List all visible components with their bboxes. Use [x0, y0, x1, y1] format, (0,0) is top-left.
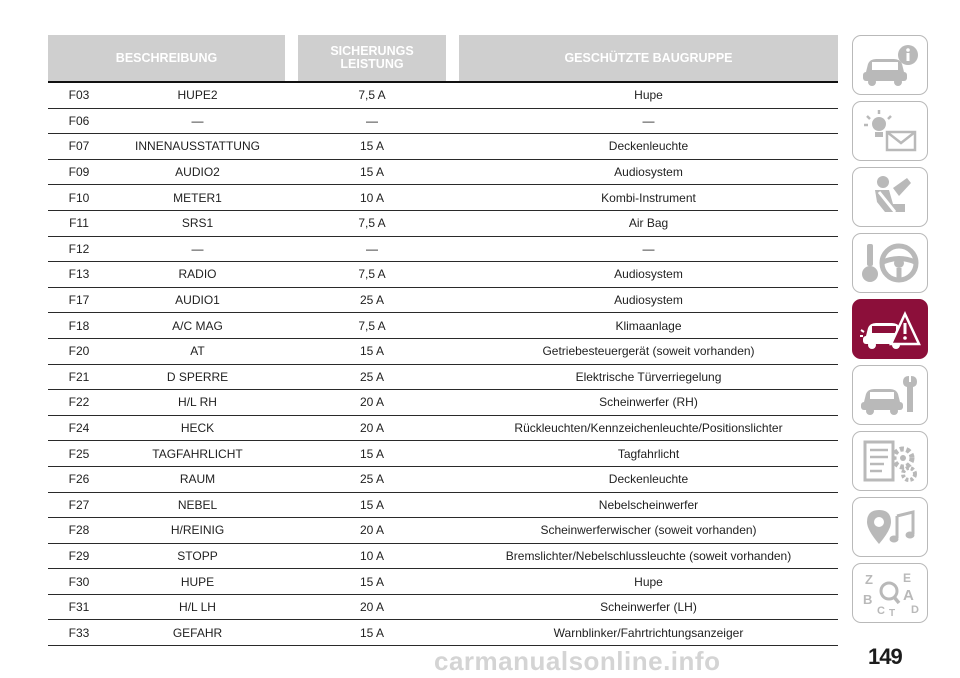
fuse-amperage-cell: 7,5 A — [358, 318, 386, 333]
fuse-name-cell: METER1 — [173, 190, 222, 205]
cell-gap — [285, 365, 298, 390]
fuse-name-cell: NEBEL — [177, 497, 218, 512]
cell-gap — [285, 518, 298, 543]
fuse-code-cell: F29 — [68, 548, 90, 563]
table-row — [48, 493, 838, 519]
fuse-amperage-cell: — — [366, 241, 378, 256]
fuse-name-cell: H/L RH — [178, 395, 217, 410]
table-row — [48, 544, 838, 570]
tab-multimedia[interactable] — [852, 497, 928, 557]
protected-component-cell: Bremslichter/Nebelschlussleuchte (soweit vorhanden) — [505, 548, 792, 563]
fuse-code-cell: F06 — [68, 113, 90, 128]
cell-gap — [285, 262, 298, 287]
watermark: carmanualsonline.info — [434, 646, 721, 676]
protected-component-cell: Audiosystem — [614, 267, 683, 282]
index-letter-z: Z — [865, 572, 873, 587]
fuse-code-cell: F12 — [68, 241, 90, 256]
table-header — [48, 35, 838, 83]
cell-gap — [446, 544, 459, 569]
table-row — [48, 83, 838, 109]
fuse-amperage-cell: 25 A — [359, 472, 385, 487]
protected-component-cell: Scheinwerferwischer (soweit vorhanden) — [540, 523, 757, 538]
cell-gap — [446, 313, 459, 338]
fuse-code-cell: F18 — [68, 318, 90, 333]
fuse-amperage-cell: 7,5 A — [358, 216, 386, 231]
cell-gap — [446, 288, 459, 313]
fuse-name-cell: GEFAHR — [172, 625, 223, 640]
table-row — [48, 134, 838, 160]
protected-component-cell: Scheinwerfer (LH) — [600, 600, 697, 615]
cell-gap — [285, 441, 298, 466]
multimedia-icon — [859, 504, 921, 550]
protected-component-cell: Deckenleuchte — [608, 472, 689, 487]
fuse-code-cell: F20 — [68, 344, 90, 359]
tab-emergency[interactable] — [852, 299, 928, 359]
fuse-amperage-cell: 25 A — [359, 293, 385, 308]
fuse-name-cell: HUPE2 — [177, 88, 218, 103]
fuse-name-cell: SRS1 — [181, 216, 214, 231]
table-row — [48, 595, 838, 621]
cell-gap — [446, 595, 459, 620]
fuse-name-cell: STOPP — [177, 548, 218, 563]
fuse-amperage-cell: 20 A — [359, 421, 385, 436]
index-letter-t: T — [889, 608, 896, 616]
cell-gap — [446, 493, 459, 518]
car-emergency-icon — [859, 306, 921, 352]
fuse-code-cell: F10 — [68, 190, 90, 205]
seat-safety-icon — [859, 174, 921, 220]
protected-component-cell: Hupe — [634, 574, 663, 589]
cell-gap — [446, 339, 459, 364]
fuse-amperage-cell: 7,5 A — [358, 88, 386, 103]
fuse-amperage-cell: 10 A — [359, 548, 385, 563]
tab-maintenance[interactable] — [852, 365, 928, 425]
cell-gap — [446, 83, 459, 108]
protected-component-cell: Rückleuchten/Kennzeichenleuchte/Positionslichter — [514, 421, 783, 436]
cell-gap — [285, 339, 298, 364]
table-body — [48, 83, 838, 646]
protected-component-cell: Tagfahrlicht — [617, 446, 680, 461]
cell-gap — [446, 160, 459, 185]
cell-gap — [285, 160, 298, 185]
table-row — [48, 288, 838, 314]
cell-gap — [285, 416, 298, 441]
table-row — [48, 237, 838, 263]
fuse-name-cell: HUPE — [180, 574, 215, 589]
protected-component-cell: Elektrische Türverriegelung — [575, 369, 722, 384]
fuse-code-cell: F30 — [68, 574, 90, 589]
cell-gap — [285, 595, 298, 620]
table-row — [48, 313, 838, 339]
fuse-code-cell: F09 — [68, 165, 90, 180]
fuse-amperage-cell: 20 A — [359, 395, 385, 410]
cell-gap — [285, 544, 298, 569]
warning-lights-icon — [859, 108, 921, 154]
fuse-amperage-cell: 7,5 A — [358, 267, 386, 282]
fuse-name-cell: TAGFAHRLICHT — [152, 446, 243, 461]
header-protected-component: GESCHÜTZTE BAUGRUPPE — [459, 35, 838, 81]
fuse-name-cell: AUDIO1 — [175, 293, 220, 308]
fuse-amperage-cell: 15 A — [359, 344, 385, 359]
cell-gap — [446, 620, 459, 645]
index-letter-b: B — [863, 592, 873, 607]
fuse-code-cell: F24 — [68, 421, 90, 436]
protected-component-cell: — — [642, 241, 655, 256]
fuse-code-cell: F26 — [68, 472, 90, 487]
fuse-name-cell: — — [191, 113, 204, 128]
cell-gap — [285, 83, 298, 108]
tab-seat-safety[interactable] — [852, 167, 928, 227]
index-letter-e: E — [903, 571, 912, 585]
cell-gap — [285, 109, 298, 134]
cell-gap — [285, 211, 298, 236]
protected-component-cell: Kombi-Instrument — [601, 190, 696, 205]
header-description: BESCHREIBUNG — [48, 35, 285, 81]
fuse-name-cell: AT — [190, 344, 205, 359]
fuse-amperage-cell: 15 A — [359, 139, 385, 154]
fuse-amperage-cell: — — [366, 113, 378, 128]
fuse-amperage-cell: 15 A — [359, 497, 385, 512]
cell-gap — [285, 390, 298, 415]
fuse-amperage-cell: 20 A — [359, 523, 385, 538]
fuse-code-cell: F28 — [68, 523, 90, 538]
table-row — [48, 262, 838, 288]
header-gap — [446, 35, 459, 81]
fuse-amperage-cell: 10 A — [359, 190, 385, 205]
table-row — [48, 467, 838, 493]
fuse-amperage-cell: 15 A — [359, 574, 385, 589]
index-letter-a: A — [903, 587, 914, 604]
fuse-name-cell: H/L LH — [179, 600, 216, 615]
cell-gap — [285, 569, 298, 594]
protected-component-cell: Scheinwerfer (RH) — [599, 395, 698, 410]
fuse-name-cell: RAUM — [179, 472, 216, 487]
protected-component-cell: Air Bag — [628, 216, 669, 231]
table-row — [48, 390, 838, 416]
key-steering-wheel-icon — [859, 240, 921, 286]
car-maintenance-icon — [859, 372, 921, 418]
cell-gap — [446, 237, 459, 262]
fuse-code-cell: F31 — [68, 600, 90, 615]
cell-gap — [446, 390, 459, 415]
protected-component-cell: Klimaanlage — [615, 318, 682, 333]
cell-gap — [446, 467, 459, 492]
tab-warning-lights[interactable] — [852, 101, 928, 161]
fuse-name-cell: — — [191, 241, 204, 256]
protected-component-cell: Audiosystem — [614, 165, 683, 180]
cell-gap — [446, 211, 459, 236]
table-row — [48, 518, 838, 544]
fuse-amperage-cell: 15 A — [359, 446, 385, 461]
cell-gap — [446, 262, 459, 287]
index-search-icon — [859, 570, 921, 616]
fuse-amperage-cell: 20 A — [359, 600, 385, 615]
cell-gap — [285, 493, 298, 518]
table-row — [48, 620, 838, 646]
cell-gap — [446, 441, 459, 466]
fuse-table — [48, 35, 838, 646]
protected-component-cell: Audiosystem — [614, 293, 683, 308]
cell-gap — [446, 518, 459, 543]
cell-gap — [446, 365, 459, 390]
tab-key-steering[interactable] — [852, 233, 928, 293]
table-row — [48, 109, 838, 135]
cell-gap — [446, 109, 459, 134]
header-gap — [285, 35, 298, 81]
technical-data-icon — [859, 438, 921, 484]
fuse-code-cell: F13 — [68, 267, 90, 282]
protected-component-cell: — — [642, 113, 655, 128]
fuse-name-cell: RADIO — [178, 267, 217, 282]
protected-component-cell: Deckenleuchte — [608, 139, 689, 154]
fuse-amperage-cell: 15 A — [359, 625, 385, 640]
tab-technical-data[interactable] — [852, 431, 928, 491]
fuse-code-cell: F25 — [68, 446, 90, 461]
fuse-code-cell: F07 — [68, 139, 90, 154]
fuse-name-cell: INNENAUSSTATTUNG — [135, 139, 260, 154]
table-row — [48, 365, 838, 391]
cell-gap — [446, 569, 459, 594]
index-letter-d: D — [911, 604, 919, 616]
table-row — [48, 416, 838, 442]
protected-component-cell: Hupe — [634, 88, 663, 103]
fuse-name-cell: HECK — [180, 421, 215, 436]
tab-car-info[interactable] — [852, 35, 928, 95]
protected-component-cell: Nebelscheinwerfer — [598, 497, 699, 512]
cell-gap — [285, 185, 298, 210]
cell-gap — [285, 237, 298, 262]
car-info-icon — [859, 42, 921, 88]
fuse-code-cell: F27 — [68, 497, 90, 512]
chapter-sidebar — [852, 35, 930, 629]
fuse-code-cell: F22 — [68, 395, 90, 410]
fuse-code-cell: F21 — [68, 369, 90, 384]
fuse-code-cell: F33 — [68, 625, 90, 640]
fuse-name-cell: A/C MAG — [172, 318, 223, 333]
page-number: 149 — [868, 644, 902, 669]
index-letter-c: C — [877, 605, 885, 616]
fuse-name-cell: H/REINIG — [170, 523, 225, 538]
table-row — [48, 160, 838, 186]
cell-gap — [446, 416, 459, 441]
cell-gap — [285, 467, 298, 492]
fuse-code-cell: F03 — [68, 88, 90, 103]
table-row — [48, 339, 838, 365]
table-row — [48, 185, 838, 211]
fuse-code-cell: F11 — [69, 216, 89, 231]
fuse-amperage-cell: 15 A — [359, 165, 385, 180]
cell-gap — [285, 620, 298, 645]
cell-gap — [285, 313, 298, 338]
header-amperage: SICHERUNGS LEISTUNG — [298, 35, 446, 81]
cell-gap — [446, 134, 459, 159]
fuse-name-cell: D SPERRE — [166, 369, 229, 384]
protected-component-cell: Getriebesteuergerät (soweit vorhanden) — [542, 344, 755, 359]
cell-gap — [285, 134, 298, 159]
fuse-code-cell: F17 — [68, 293, 90, 308]
table-row — [48, 441, 838, 467]
table-row — [48, 211, 838, 237]
table-row — [48, 569, 838, 595]
fuse-name-cell: AUDIO2 — [175, 165, 220, 180]
cell-gap — [446, 185, 459, 210]
protected-component-cell: Warnblinker/Fahrtrichtungsanzeiger — [553, 625, 744, 640]
tab-index[interactable] — [852, 563, 928, 623]
cell-gap — [285, 288, 298, 313]
fuse-amperage-cell: 25 A — [359, 369, 385, 384]
